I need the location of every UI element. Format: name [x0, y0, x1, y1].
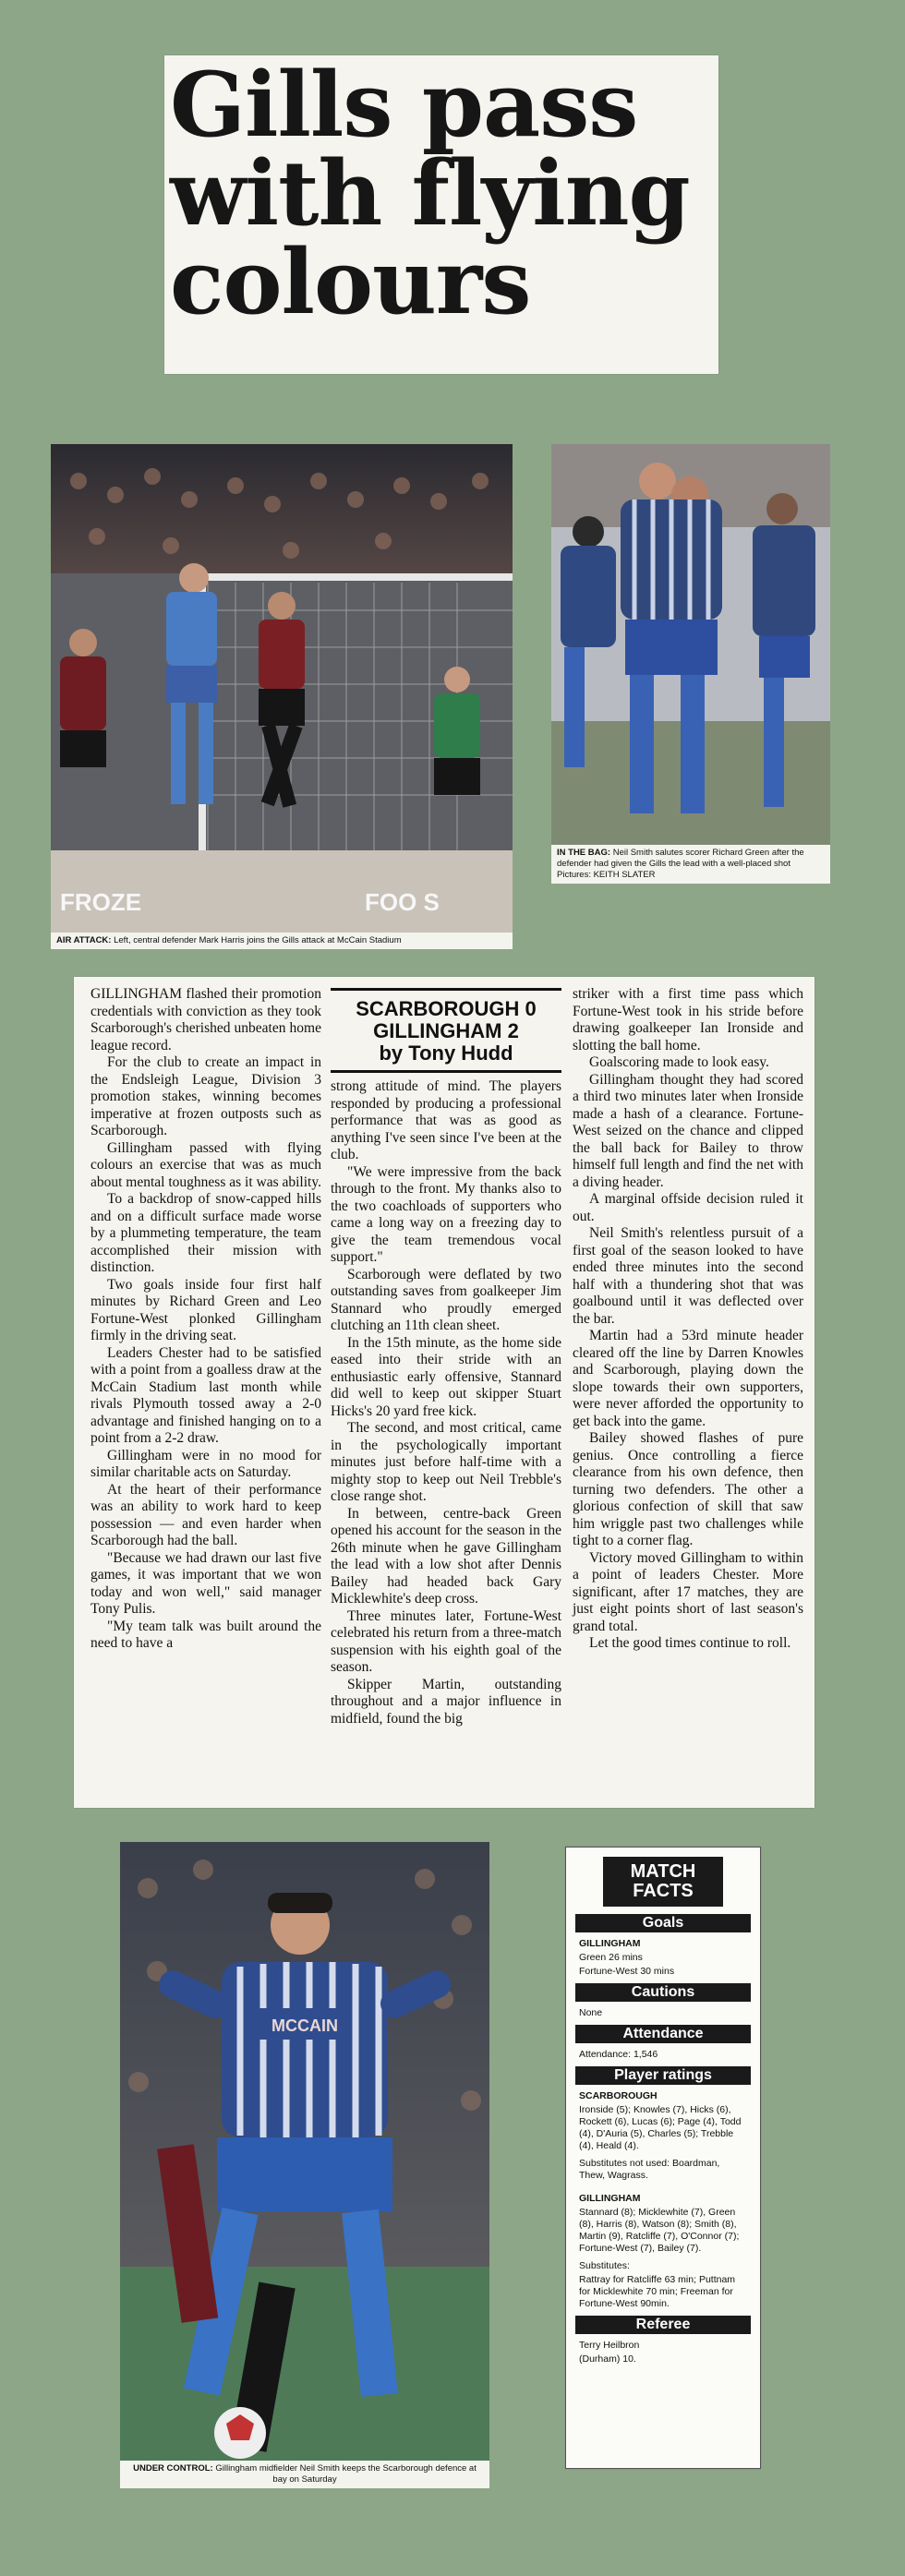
article-column-2 — [331, 1078, 561, 1727]
gillingham-subs: Rattray for Ratcliffe 63 min; Puttnam for Micklewhite 70 min; Freeman for Fortune-West 90min. — [579, 2274, 736, 2309]
paragraph: At the heart of their performance was an ability to work hard to keep possession — and even harder when Scarborough had the ball. — [90, 1481, 321, 1548]
title-line-1: MATCH — [630, 1861, 696, 1882]
paragraph: Martin had a 53rd minute header cleared off the line by Darren Knowles and Scarborough, playing down the slope towards their own supporters, were never afforded the opportunity to get back into the game. — [573, 1328, 803, 1429]
referee-header: Referee — [575, 2316, 751, 2334]
score-away: GILLINGHAM 2 — [373, 1019, 519, 1042]
gillingham-ratings: Stannard (8); Micklewhite (7), Green (8), Harris (8), Watson (8); Smith (8), Martin (9), Ratcliffe (7), O'Connor (7); Fortune-West (7), Bailey (7). — [579, 2207, 740, 2254]
score-home: SCARBOROUGH 0 — [356, 997, 537, 1020]
caption-lead: UNDER CONTROL: — [133, 2463, 213, 2474]
paragraph: Bailey showed flashes of pure genius. Once controlling a fierce clearance from his own defence, then turning two defenders. The other a glorious confection of skill that saw him wriggle past two challenges while tight to a corner flag. — [573, 1430, 803, 1548]
scarborough-subs: Substitutes not used: Boardman, Thew, Wagrass. — [579, 2158, 720, 2181]
paragraph: Two goals inside four first half minutes by Richard Green and Leo Fortune-West plonked Gillingham firmly in the driving seat. — [90, 1276, 321, 1343]
match-facts-box — [565, 1847, 761, 2469]
paragraph: For the club to create an impact in the Endsleigh League, Division 3 promotion stakes, winning becomes imperative at frozen outposts such as Scarborough. — [90, 1054, 321, 1138]
caption-text: Neil Smith salutes scorer Richard Green after the defender had given the Gills the lead with a well-placed shot — [557, 848, 804, 869]
headline — [164, 53, 718, 334]
air-attack-photo — [51, 444, 513, 949]
attendance-text: Attendance: 1,546 — [579, 2049, 658, 2060]
article-column-1 — [90, 986, 321, 1653]
ratings-header: Player ratings — [575, 2066, 751, 2085]
paragraph: A marginal offside decision ruled it out. — [573, 1191, 803, 1224]
paragraph: Leaders Chester had to be satisfied with a point from a goalless draw at the McCain Stadium last month while rivals Plymouth tossed away a 2-0 advantage and finished hanging on to a point from a 2-2 draw. — [90, 1344, 321, 1446]
scarborough-ratings: Ironside (5); Knowles (7), Hicks (6), Rockett (6), Lucas (6); Page (4), Todd (4), D'Auria (5), Charles (5); Trebble (4), Heald (4). — [579, 2104, 742, 2151]
paragraph: Gillingham thought they had scored a third two minutes later when Ironside made a hash of a clearance. Fortune-West seized on the chance and clipped the ball back for Bailey to throw himself full length and find the net with a diving header. — [573, 1071, 803, 1190]
in-the-bag-caption — [551, 845, 830, 884]
headline-line-1: Gills pass — [170, 53, 638, 157]
gillingham-team: GILLINGHAM — [579, 2193, 641, 2204]
caption-text: Gillingham midfielder Neil Smith keeps the Scarborough defence at bay on Saturday — [212, 2463, 477, 2485]
paragraph: Three minutes later, Fortune-West celebrated his return from a three-match suspension with his eighth goal of the season. — [331, 1607, 561, 1675]
match-facts-title — [603, 1857, 723, 1907]
in-the-bag-photo-image — [551, 444, 830, 884]
cautions-text: None — [579, 2007, 603, 2018]
shirt-sponsor-text: MCCAIN — [272, 2016, 338, 2035]
photo-credit: Pictures: KEITH SLATER — [557, 870, 656, 880]
caption-lead: IN THE BAG: — [557, 848, 611, 858]
paragraph: "We were impressive from the back through to the front. My thanks also to the two coachloads of supporters who came a long way on a freezing day to give the team tremendous vocal support." — [331, 1163, 561, 1265]
goal-2: Fortune-West 30 mins — [579, 1966, 675, 1977]
author-byline: by Tony Hudd — [379, 1041, 513, 1065]
paragraph: GILLINGHAM flashed their promotion credentials with conviction as they took Scarborough's cherished unbeaten home league record. — [90, 986, 321, 1053]
ad-board-text-2: FOO S — [365, 888, 440, 916]
under-control-photo-image — [120, 1842, 489, 2488]
air-attack-photo-image — [51, 444, 513, 949]
paragraph: Let the good times continue to roll. — [589, 1635, 791, 1651]
ad-board-text-1: FROZE — [60, 888, 142, 916]
gillingham-subs-label: Substitutes: — [579, 2260, 630, 2271]
under-control-caption — [120, 2461, 489, 2488]
caption-text: Left, central defender Mark Harris joins the Gills attack at McCain Stadium — [111, 935, 402, 945]
attendance-header: Attendance — [575, 2025, 751, 2043]
referee-name: Terry Heilbron — [579, 2340, 640, 2351]
paragraph: Victory moved Gillingham to within a point of leaders Chester. More significant, after 17 matches, they are just eight points short of last season's grand total. — [573, 1549, 803, 1634]
paragraph: Neil Smith's relentless pursuit of a first goal of the season looked to have ended three minutes into the second half with a thundering shot that was goalbound until it was deflected over the bar. — [573, 1225, 803, 1327]
paragraph: Skipper Martin, outstanding throughout and a major influence in midfield, found the big — [331, 1676, 561, 1727]
goals-header: Goals — [575, 1914, 751, 1932]
headline-line-3: colours — [170, 230, 531, 334]
article-column-3 — [573, 986, 803, 1653]
paragraph: Gillingham were in no mood for similar charitable acts on Saturday. — [90, 1447, 321, 1480]
paragraph: To a backdrop of snow-capped hills and on a difficult surface made worse by a plummeting temperature, the team accomplished their mission with distinction. — [90, 1191, 321, 1275]
score-byline — [331, 988, 561, 1073]
referee-rating: (Durham) 10. — [579, 2353, 636, 2365]
paragraph: Scarborough were deflated by two outstanding saves from goalkeeper Jim Stannard who proudly emerged clutching an 11th clean sheet. — [331, 1266, 561, 1333]
scarborough-team: SCARBOROUGH — [579, 2090, 658, 2101]
cautions-header: Cautions — [575, 1983, 751, 2002]
match-report-article — [74, 977, 814, 1808]
under-control-photo — [120, 1842, 489, 2488]
air-attack-caption — [51, 933, 513, 949]
paragraph: The second, and most critical, came in the psychologically important minutes just before half-time with a mighty stop to keep out Neil Trebble's close range shot. — [331, 1420, 561, 1504]
in-the-bag-photo — [551, 444, 830, 884]
goal-1: Green 26 mins — [579, 1952, 643, 1963]
paragraph: Gillingham passed with flying colours an exercise that was as much about mental toughness as it was ability. — [90, 1139, 321, 1190]
headline-clipping — [164, 55, 718, 374]
headline-line-2: with flying — [170, 141, 690, 246]
title-line-2: FACTS — [633, 1881, 694, 1901]
paragraph: strong attitude of mind. The players responded by producing a professional performance that was as good as anything I've seen since I've been at the club. — [331, 1078, 561, 1162]
paragraph: In between, centre-back Green opened his account for the season in the 26th minute when he gave Gillingham the lead with a low shot after Dennis Bailey had headed back Gary Micklewhite's deep cross. — [331, 1505, 561, 1607]
caption-lead: AIR ATTACK: — [56, 935, 112, 945]
goals-team: GILLINGHAM — [579, 1938, 641, 1949]
paragraph: "My team talk was built around the need to have a — [90, 1618, 321, 1651]
paragraph: "Because we had drawn our last five games, it was important that we won today and won well," said manager Tony Pulis. — [90, 1549, 321, 1617]
paragraph: striker with a first time pass which Fortune-West took in his stride before drawing goalkeeper Ian Ironside and slotting the ball home. — [573, 986, 803, 1053]
paragraph: In the 15th minute, as the home side eased into their stride with an enthusiastic early offensive, Stannard did well to keep out skipper Stuart Hicks's 20 yard free kick. — [331, 1334, 561, 1419]
paragraph: Goalscoring made to look easy. — [589, 1054, 769, 1070]
